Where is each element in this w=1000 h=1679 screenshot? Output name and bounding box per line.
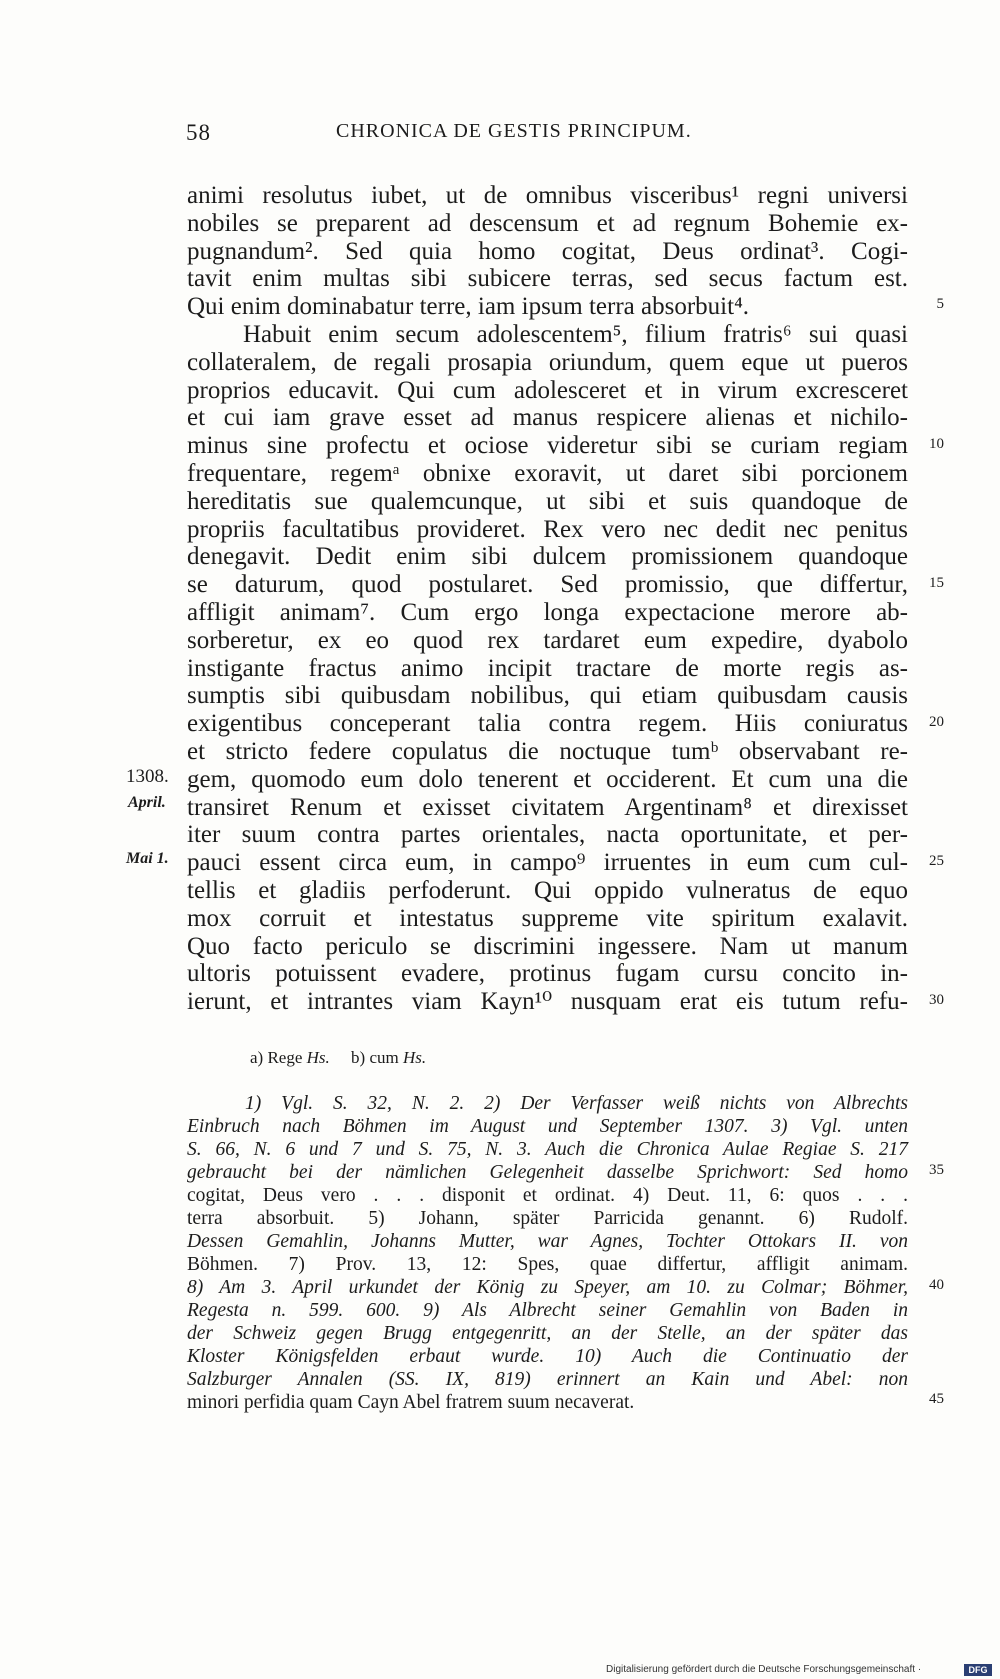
running-head: CHRONICA DE GESTIS PRINCIPUM. bbox=[336, 120, 692, 142]
footnote-line: Regesta n. 599. 600. 9) Als Albrecht seiner Gemahlin von Baden in bbox=[187, 1300, 908, 1321]
footnote-line: Kloster Königsfelden erbaut wurde. 10) Auch die Continuatio der bbox=[187, 1346, 908, 1367]
margin-date-day: Mai 1. bbox=[126, 850, 169, 867]
apparatus-a-source: Hs. bbox=[306, 1048, 330, 1067]
text-line: Quo facto periculo se discrimini ingessere. Nam ut manum bbox=[187, 932, 908, 960]
apparatus-a-label: a) Rege bbox=[250, 1048, 303, 1067]
footnote-line: terra absorbuit. 5) Johann, später Parricida genannt. 6) Rudolf. bbox=[187, 1208, 908, 1229]
footnote-line: Einbruch nach Böhmen im August und September 1307. 3) Vgl. unten bbox=[187, 1116, 908, 1137]
text-line: instigante fractus animo incipit tractare de morte regis as- bbox=[187, 654, 908, 682]
footnote-line: der Schweiz gegen Brugg entgegenritt, an der Stelle, an der später das bbox=[187, 1323, 908, 1344]
text-line: denegavit. Dedit enim sibi dulcem promissionem quandoque bbox=[187, 543, 908, 571]
line-number: 10 bbox=[929, 436, 944, 452]
footnote-line: gebraucht bei der nämlichen Gelegenheit dasselbe Sprichwort: Sed homo bbox=[187, 1162, 908, 1183]
apparatus-b-source: Hs. bbox=[402, 1048, 427, 1067]
line-number: 40 bbox=[929, 1277, 944, 1293]
text-line: pugnandum². Sed quia homo cogitat, Deus ordinat³. Cogi- bbox=[187, 237, 908, 265]
dfg-logo-icon bbox=[964, 1664, 992, 1676]
text-line: transiret Renum et exisset civitatem Argentinam⁸ et direxisset bbox=[187, 793, 908, 821]
footnote-line: 8) Am 3. April urkundet der König zu Speyer, am 10. zu Colmar; Böhmer, bbox=[187, 1277, 908, 1298]
margin-date-year: 1308. bbox=[126, 766, 169, 787]
line-number: 25 bbox=[929, 853, 944, 869]
text-line: mox corruit et intestatus suppreme vite spiritum exalavit. bbox=[187, 904, 908, 932]
text-line: Qui enim dominabatur terre, iam ipsum terra absorbuit⁴. bbox=[187, 293, 750, 321]
text-line: tellis et gladiis perfoderunt. Qui oppido vulneratus de equo bbox=[187, 876, 908, 904]
text-line: tavit enim multas sibi subicere terras, sed secus factum est. bbox=[187, 265, 908, 293]
text-line: et stricto federe copulatus die noctuque tumᵇ observabant re- bbox=[187, 737, 908, 765]
text-line: et cui iam grave esset ad manus respicere alienas et nichilo- bbox=[187, 404, 908, 432]
text-line: nobiles se preparent ad descensum et ad regnum Bohemie ex- bbox=[187, 209, 908, 237]
text-line: pauci essent circa eum, in campo⁹ irruentes in eum cum cul- bbox=[187, 849, 908, 877]
text-line: sorberetur, ex eo quod rex tardaret eum expedire, dyabolo bbox=[187, 626, 908, 654]
text-line: affligit animam⁷. Cum ergo longa expectacione merore ab- bbox=[187, 598, 908, 626]
text-line: gem, quomodo eum dolo tenerent et occiderent. Et cum una die bbox=[187, 765, 908, 793]
text-line: iter suum contra partes orientales, nacta oportunitate, et per- bbox=[187, 821, 908, 849]
critical-apparatus bbox=[250, 1048, 426, 1068]
text-line: minus sine profectu et ociose videretur sibi se curiam regiam bbox=[187, 432, 908, 460]
text-line: frequentare, regemᵃ obnixe exoravit, ut daret sibi porcionem bbox=[187, 459, 908, 487]
text-line: propriis facultatibus provideret. Rex vero nec dedit nec penitus bbox=[187, 515, 908, 543]
apparatus-b-label: b) cum bbox=[351, 1048, 399, 1067]
text-line: sumptis sibi quibusdam nobilibus, qui etiam quibusdam causis bbox=[187, 682, 908, 710]
line-number: 20 bbox=[929, 714, 944, 730]
text-line: ultoris potuissent evadere, protinus fugam cursu concito in- bbox=[187, 960, 908, 988]
page-number: 58 bbox=[186, 120, 211, 145]
footnote-line: Dessen Gemahlin, Johanns Mutter, war Agnes, Tochter Ottokars II. von bbox=[187, 1231, 908, 1252]
dfg-logo-text: DFG bbox=[968, 1665, 988, 1675]
line-number: 15 bbox=[929, 575, 944, 591]
digitization-note: Digitalisierung gefördert durch die Deutsche Forschungsgemeinschaft · bbox=[606, 1664, 922, 1675]
text-line: proprios educavit. Qui cum adolesceret et in virum excresceret bbox=[187, 376, 908, 404]
footnote-line: S. 66, N. 6 und 7 und S. 75, N. 3. Auch die Chronica Aulae Regiae S. 217 bbox=[187, 1139, 908, 1160]
text-line: se daturum, quod postularet. Sed promissio, que differtur, bbox=[187, 571, 908, 599]
main-text bbox=[187, 182, 908, 1016]
footnote-line: Böhmen. 7) Prov. 13, 12: Spes, quae differtur, affligit animam. bbox=[187, 1254, 908, 1275]
text-line: collateralem, de regali prosapia oriundum, quem eque ut pueros bbox=[187, 348, 908, 376]
page-header bbox=[186, 120, 786, 154]
footnote-line: 1) Vgl. S. 32, N. 2. 2) Der Verfasser weiß nichts von Albrechts bbox=[245, 1093, 908, 1114]
margin-date-month: April. bbox=[128, 794, 166, 811]
footnotes bbox=[187, 1092, 908, 1414]
text-line: ierunt, et intrantes viam Kayn¹⁰ nusquam erat eis tutum refu- bbox=[187, 988, 908, 1016]
text-line: Habuit enim secum adolescentem⁵, filium fratris⁶ sui quasi bbox=[243, 320, 908, 348]
line-number: 35 bbox=[929, 1162, 944, 1178]
text-line: hereditatis sue qualemcunque, ut sibi et suis quandoque de bbox=[187, 487, 908, 515]
text-line: exigentibus conceperant talia contra regem. Hiis coniuratus bbox=[187, 710, 908, 738]
text-line: animi resolutus iubet, ut de omnibus visceribus¹ regni universi bbox=[187, 182, 908, 209]
footnote-line: minori perfidia quam Cayn Abel fratrem suum necaverat. bbox=[187, 1392, 635, 1413]
line-number: 45 bbox=[929, 1391, 944, 1407]
footnote-line: Salzburger Annalen (SS. IX, 819) erinnert an Kain und Abel: non bbox=[187, 1369, 908, 1390]
footnote-line: cogitat, Deus vero . . . disponit et ordinat. 4) Deut. 11, 6: quos . . . bbox=[187, 1185, 908, 1206]
line-number: 30 bbox=[929, 992, 944, 1008]
line-number: 5 bbox=[936, 296, 944, 312]
